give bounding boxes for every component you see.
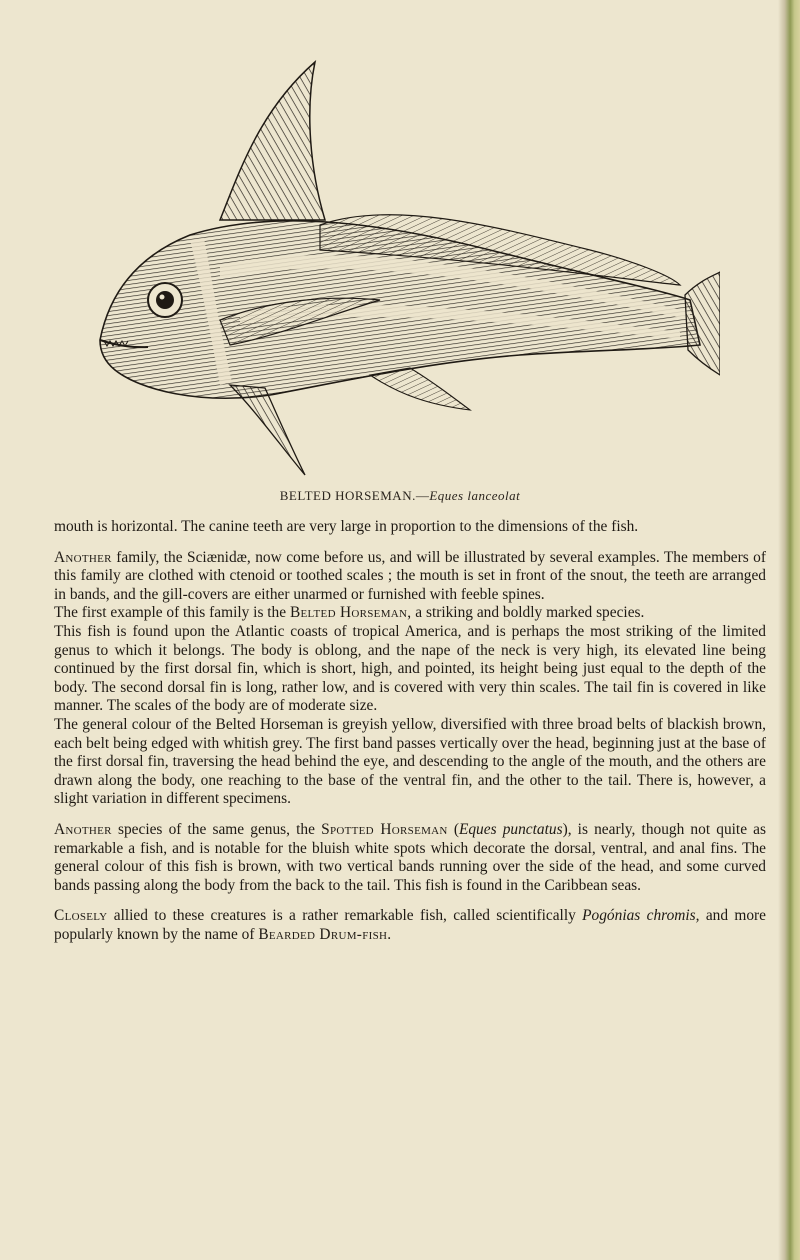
figure-caption — [0, 488, 800, 504]
paragraph-first-example: The first example of this family is the Belted Horseman, a striking and boldly marked species. — [54, 604, 645, 622]
paragraph-lead: Closely — [54, 907, 108, 925]
first-dorsal-fin — [220, 62, 325, 220]
species-name: Belted Horseman, — [289, 604, 412, 622]
species-name: Spotted Horseman — [321, 820, 448, 838]
scientific-name: Eques punctatus — [458, 820, 563, 838]
body-text — [54, 518, 766, 944]
caption-species: Eques lanceolat — [429, 488, 521, 503]
caption-dash: — — [415, 488, 430, 503]
anal-fin — [370, 368, 470, 410]
belted-horseman-illustration — [70, 50, 720, 480]
paragraph-drum-fish: Closely allied to these creatures is a rather remarkable fish, called scientifically Pogónias chromis, and more popularly known by the name of Bearded Drum-fish. — [54, 907, 767, 943]
scientific-name: Pogónias chromis, — [582, 907, 700, 925]
page-edge-binding — [778, 0, 800, 1260]
paragraph-lead: Another — [54, 820, 112, 838]
paragraph-colour: The general colour of the Belted Horseman is greyish yellow, diversified with three broad belts of blackish brown, each belt being edged with whitish grey. The first band passes vertically over the head, beginning just at the base of the first dorsal fin, traversing the head behind the eye, and descending to the angle of the mouth, and the others are drawn along the body, one reaching to the base of the ventral fin, and the other to the tail. There is, however, a slight variation in different specimens. — [54, 715, 766, 808]
tail-fin — [685, 272, 720, 375]
species-name: Bearded Drum-fish. — [258, 925, 392, 943]
paragraph-habitat: This fish is found upon the Atlantic coasts of tropical America, and is perhaps the most striking of the limited genus to which it belongs. The body is oblong, and the nape of the neck is very high, its elevated line being continued by the first dorsal fin, which is short, high, and pointed, its height being just equal to the depth of the body. The second dorsal fin is long, rather low, and is covered with very thin scales. The tail fin is covered in like manner. The scales of the body are of moderate size. — [54, 622, 766, 715]
paragraph-lead: Another — [54, 548, 112, 566]
paragraph-sciaenidae: Another family, the Sciænidæ, now come before us, and will be illustrated by several examples. The members of this family are clothed with ctenoid or toothed scales ; the mouth is set in front of the snout, the teeth are arranged in bands, and the gill-covers are either unarmed or furnished with feeble spines. — [54, 548, 766, 603]
paragraph-continuation: mouth is horizontal. The canine teeth are very large in proportion to the dimensions of the fish. — [54, 518, 639, 535]
caption-title: BELTED HORSEMAN. — [279, 488, 416, 503]
paragraph-spotted-horseman: Another species of the same genus, the Spotted Horseman (Eques punctatus), is nearly, though not quite as remarkable a fish, and is notable for the bluish white spots which decorate the dorsal, ventral, and anal fins. The general colour of this fish is brown, with two vertical bands running over the side of the head, and some curved bands passing along the body from the back to the tail. This fish is found in the Caribbean seas. — [54, 820, 766, 894]
